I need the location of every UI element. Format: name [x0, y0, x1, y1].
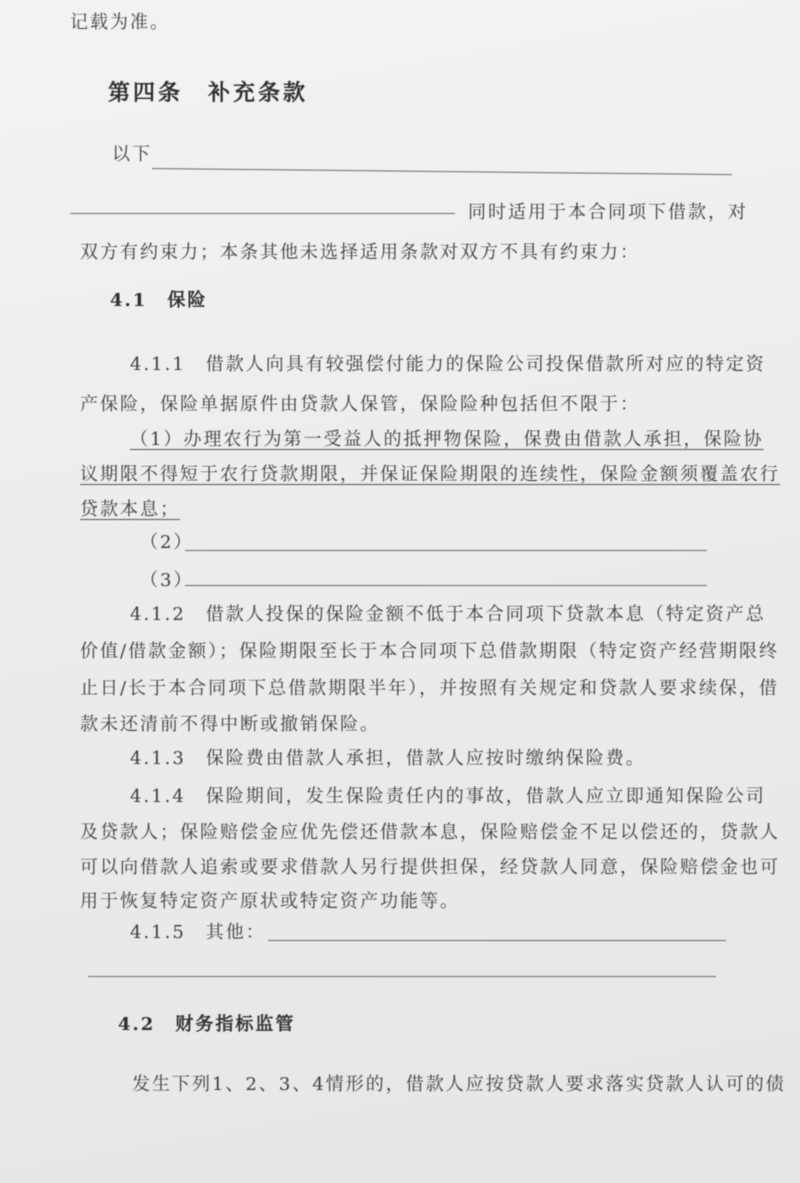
text-line: 同时适用于本合同项下借款，对 — [468, 202, 748, 223]
fill-in-blank — [70, 213, 455, 214]
fill-in-blank — [185, 550, 707, 551]
section-heading: 4.2 财务指标监管 — [118, 1014, 296, 1035]
fill-in-blank — [268, 940, 726, 941]
text-line: 价值/借款金额）；保险期限至长于本合同项下总借款期限（特定资产经营期限终 — [80, 641, 780, 662]
filled-text-line: 议期限不得短于农行贷款期限，并保证保险期限的连续性，保险金额须覆盖农行 — [80, 464, 780, 485]
text-line: 4.1.5 其他： — [130, 922, 266, 943]
article-title: 第四条 补充条款 — [108, 80, 309, 106]
text-line: 4.1.2 借款人投保的保险金额不低于本合同项下贷款本息（特定资产总 — [130, 604, 766, 625]
section-heading: 4.1 保险 — [110, 290, 208, 311]
text-line: 记载为准。 — [70, 12, 170, 33]
text-line: 以下 — [112, 144, 152, 165]
fill-in-blank — [88, 976, 716, 977]
text-line: （3） — [140, 570, 194, 591]
text-line: 用于恢复特定资产原状或特定资产功能等。 — [80, 891, 460, 912]
text-line: 双方有约束力；本条其他未选择适用条款对双方不具有约束力： — [80, 242, 640, 263]
text-line: 4.1.3 保险费由借款人承担，借款人应按时缴纳保险费。 — [130, 748, 646, 769]
fill-in-blank — [152, 168, 732, 175]
text-line: 4.1.1 借款人向具有较强偿付能力的保险公司投保借款所对应的特定资 — [130, 354, 766, 375]
filled-text-line: （1）办理农行为第一受益人的抵押物保险，保费由借款人承担，保险协 — [130, 429, 764, 450]
filled-text-line: 贷款本息； — [80, 499, 180, 520]
text-line: 发生下列1、2、3、4情形的，借款人应按贷款人要求落实贷款人认可的债 — [132, 1074, 786, 1095]
text-line: 及贷款人；保险赔偿金应优先偿还借款本息，保险赔偿金不足以偿还的，贷款人 — [80, 822, 780, 843]
text-line: 可以向借款人追索或要求借款人另行提供担保，经贷款人同意，保险赔偿金也可 — [80, 857, 780, 878]
text-line: 产保险，保险单据原件由贷款人保管，保险险种包括但不限于： — [80, 394, 640, 415]
text-line: 款未还清前不得中断或撤销保险。 — [80, 714, 380, 735]
text-line: 止日/长于本合同项下总借款期限半年），并按照有关规定和贷款人要求续保，借 — [80, 678, 780, 699]
text-line: 4.1.4 保险期间，发生保险责任内的事故，借款人应立即通知保险公司 — [130, 786, 766, 807]
fill-in-blank — [185, 585, 707, 586]
text-line: （2） — [140, 532, 194, 553]
